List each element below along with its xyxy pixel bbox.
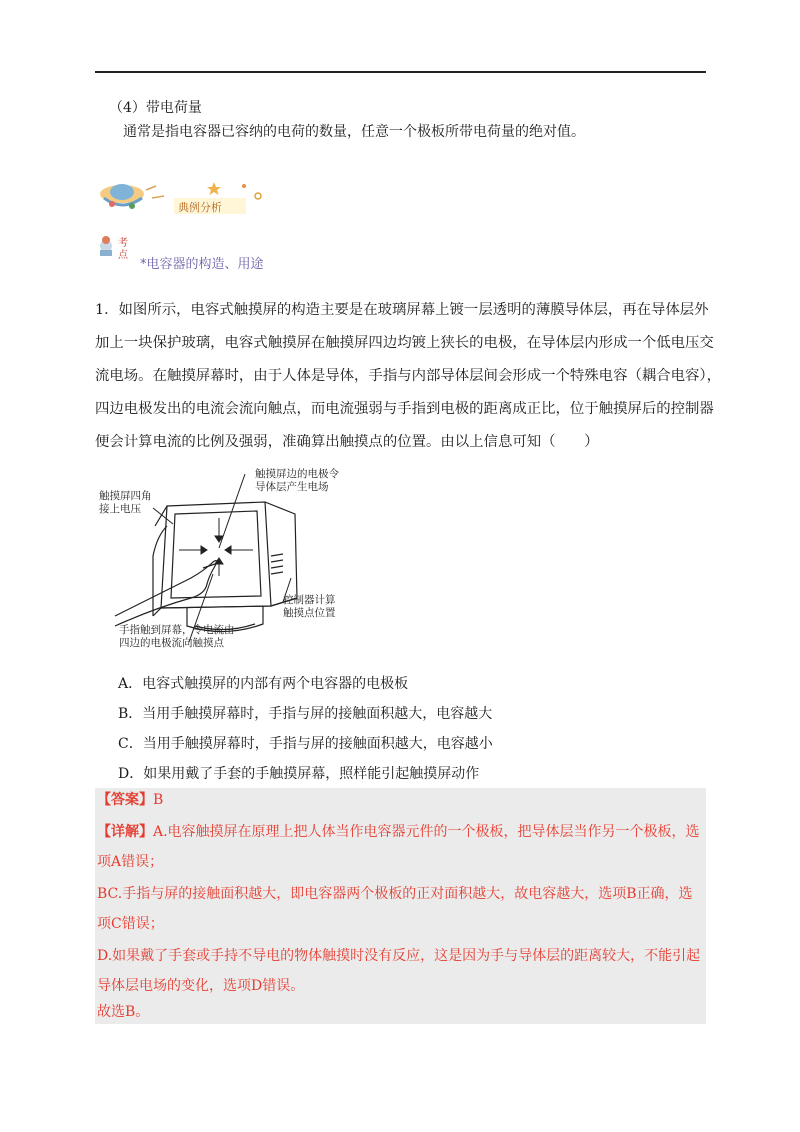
header-rule bbox=[95, 71, 706, 73]
figure-label-right-1: 控制器计算 bbox=[283, 594, 336, 606]
detail-line: 项C错误； bbox=[97, 916, 164, 932]
banner-side-label bbox=[118, 238, 128, 262]
figure-label-left bbox=[99, 490, 152, 516]
example-banner bbox=[94, 168, 274, 280]
section-body: 通常是指电容器已容纳的电荷的数量，任意一个极板所带电荷量的绝对值。 bbox=[123, 124, 585, 140]
answer-value: B bbox=[153, 792, 164, 808]
figure-label-left-2: 接上电压 bbox=[99, 503, 141, 515]
touchscreen-figure bbox=[95, 466, 355, 656]
figure-label-bottom bbox=[119, 624, 235, 650]
detail-line: 故选B。 bbox=[97, 1004, 150, 1020]
detail-line: D.如果戴了手套或手持不导电的物体触摸时没有反应，这是因为手与导体层的距离较大，不能引起 bbox=[97, 948, 701, 964]
question-line: 流电场。在触摸屏幕时，由于人体是导体，手指与内部导体层间会形成一个特殊电容（耦合电容）， bbox=[95, 368, 721, 384]
figure-label-right-2: 触摸点位置 bbox=[283, 607, 336, 619]
option-a: A．电容式触摸屏的内部有两个电容器的电极板 bbox=[118, 676, 409, 692]
question-line: 便会计算电流的比例及强弱，准确算出触摸点的位置。由以上信息可知（ ） bbox=[95, 434, 599, 450]
detail-line bbox=[97, 822, 700, 842]
banner-heading: 典例分析 bbox=[178, 201, 222, 214]
answer-tag: 【答案】 bbox=[97, 792, 153, 808]
option-d: D．如果用戴了手套的手触摸屏幕，照样能引起触摸屏动作 bbox=[118, 766, 480, 782]
figure-label-bottom-2: 四边的电极流向触摸点 bbox=[119, 637, 224, 649]
figure-label-right bbox=[283, 594, 336, 620]
banner-side-b: 点 bbox=[118, 250, 128, 261]
answer-line bbox=[97, 790, 163, 810]
figure-label-bottom-1: 手指触到屏幕，令电流由 bbox=[119, 624, 235, 636]
banner-side-a: 考 bbox=[118, 238, 128, 249]
detail-tag: 【详解】 bbox=[97, 824, 153, 840]
figure-label-top-1: 触摸屏边的电极令 bbox=[255, 468, 339, 480]
detail-line: 导体层电场的变化，选项D错误。 bbox=[97, 978, 305, 994]
detail-line: BC.手指与屏的接触面积越大，即电容器两个极板的正对面积越大，故电容越大，选项B正确，选 bbox=[97, 886, 693, 902]
figure-label-left-1: 触摸屏四角 bbox=[99, 490, 152, 502]
question-line: 加上一块保护玻璃，电容式触摸屏在触摸屏四边均镀上狭长的电极，在导体层内形成一个低电压交 bbox=[95, 335, 714, 351]
section-title: （4）带电荷量 bbox=[109, 100, 202, 116]
figure-label-top-2: 导体层产生电场 bbox=[255, 481, 329, 493]
topic-label: *电容器的构造、用途 bbox=[140, 257, 264, 272]
figure-label-top bbox=[255, 468, 339, 494]
question-line: 1．如图所示，电容式触摸屏的构造主要是在玻璃屏幕上镀一层透明的薄膜导体层，再在导体层外 bbox=[95, 302, 709, 318]
option-c: C．当用手触摸屏幕时，手指与屏的接触面积越大，电容越小 bbox=[118, 736, 493, 752]
detail-text: A.电容触摸屏在原理上把人体当作电容器元件的一个极板，把导体层当作另一个极板，选 bbox=[153, 824, 700, 840]
option-b: B．当用手触摸屏幕时，手指与屏的接触面积越大，电容越大 bbox=[118, 706, 493, 722]
detail-line: 项A错误； bbox=[97, 854, 164, 870]
question-line: 四边电极发出的电流会流向触点，而电流强弱与手指到电极的距离成正比，位于触摸屏后的控制器 bbox=[95, 401, 714, 417]
answer-box bbox=[95, 788, 706, 1024]
